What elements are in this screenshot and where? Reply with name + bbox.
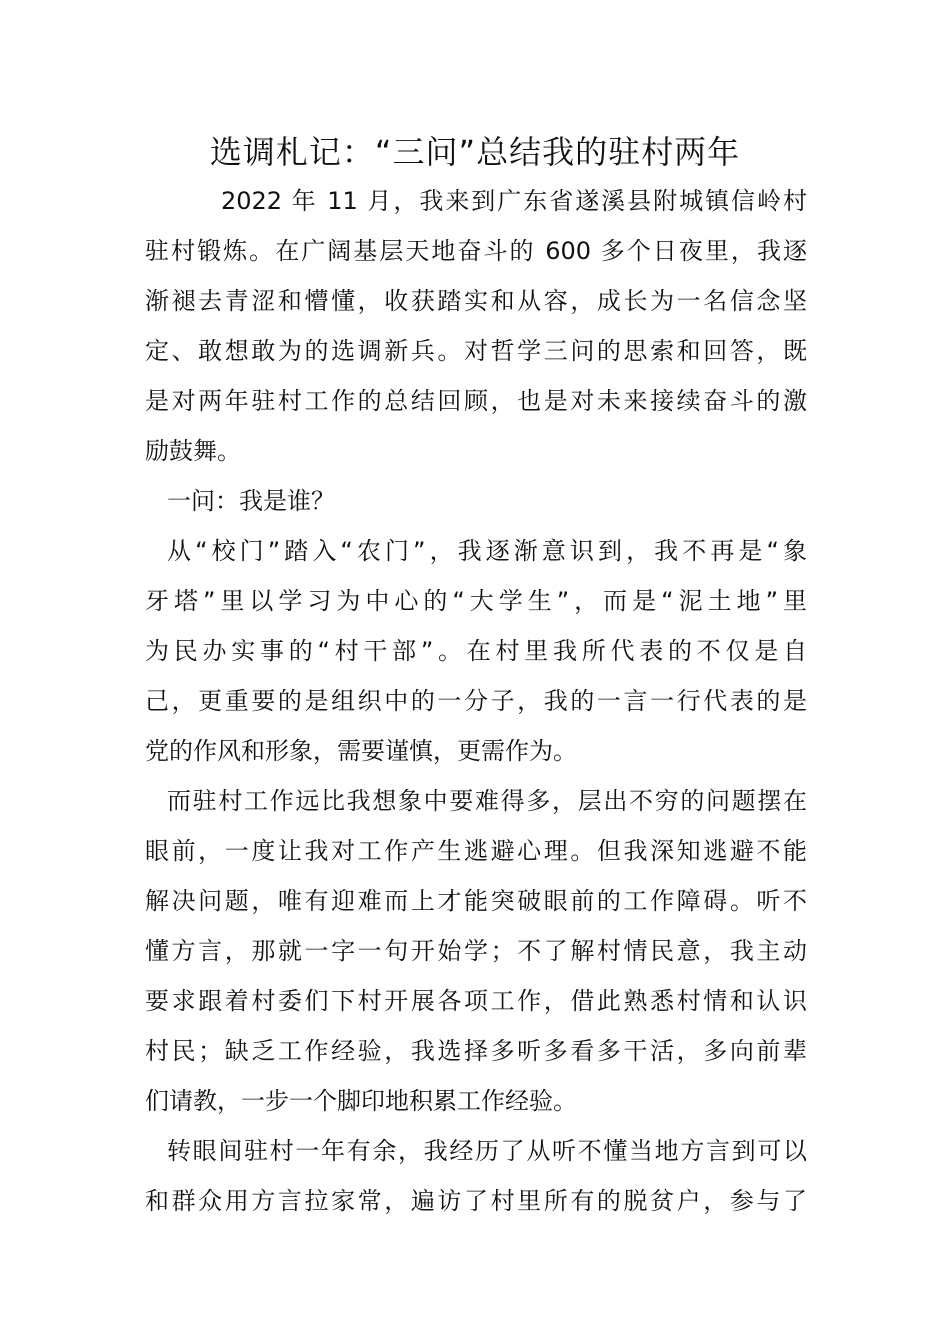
paragraph-line: 励鼓舞。	[145, 437, 241, 465]
paragraph-line: 从“校门”踏入“农门”，我逐渐意识到，我不再是“象	[167, 537, 807, 565]
paragraph-line: 们请教，一步一个脚印地积累工作经验。	[145, 1087, 577, 1115]
paragraph-line: 眼前，一度让我对工作产生逃避心理。但我深知逃避不能	[145, 837, 807, 865]
paragraph-line: 驻村锻炼。在广阔基层天地奋斗的 600 多个日夜里，我逐	[145, 237, 807, 265]
document-body	[145, 176, 807, 1226]
paragraph-line: 转眼间驻村一年有余，我经历了从听不懂当地方言到可以	[167, 1137, 807, 1165]
paragraph-line: 是对两年驻村工作的总结回顾，也是对未来接续奋斗的激	[145, 387, 807, 415]
paragraph-line: 村民；缺乏工作经验，我选择多听多看多干活，多向前辈	[145, 1037, 807, 1065]
document-title: 选调札记：“三问”总结我的驻村两年	[209, 133, 741, 171]
paragraph-line: 定、敢想敢为的选调新兵。对哲学三问的思索和回答，既	[145, 337, 807, 365]
paragraph-line: 己，更重要的是组织中的一分子，我的一言一行代表的是	[145, 687, 807, 715]
paragraph-line: 为民办实事的“村干部”。在村里我所代表的不仅是自	[145, 637, 807, 665]
paragraph-line: 党的作风和形象，需要谨慎，更需作为。	[145, 737, 577, 765]
paragraph-line: 2022 年 11 月，我来到广东省遂溪县附城镇信岭村	[221, 187, 807, 215]
paragraph-line: 懂方言，那就一字一句开始学；不了解村情民意，我主动	[145, 937, 807, 965]
paragraph-line: 和群众用方言拉家常，遍访了村里所有的脱贫户，参与了	[145, 1187, 807, 1215]
paragraph-line: 要求跟着村委们下村开展各项工作，借此熟悉村情和认识	[145, 987, 807, 1015]
paragraph-line: 解决问题，唯有迎难而上才能突破眼前的工作障碍。听不	[145, 887, 807, 915]
paragraph-line: 渐褪去青涩和懵懂，收获踏实和从容，成长为一名信念坚	[145, 287, 807, 315]
paragraph-line: 而驻村工作远比我想象中要难得多，层出不穷的问题摆在	[167, 787, 807, 815]
section-heading: 一问：我是谁？	[167, 487, 335, 515]
paragraph-line: 牙塔”里以学习为中心的“大学生”，而是“泥土地”里	[145, 587, 807, 615]
